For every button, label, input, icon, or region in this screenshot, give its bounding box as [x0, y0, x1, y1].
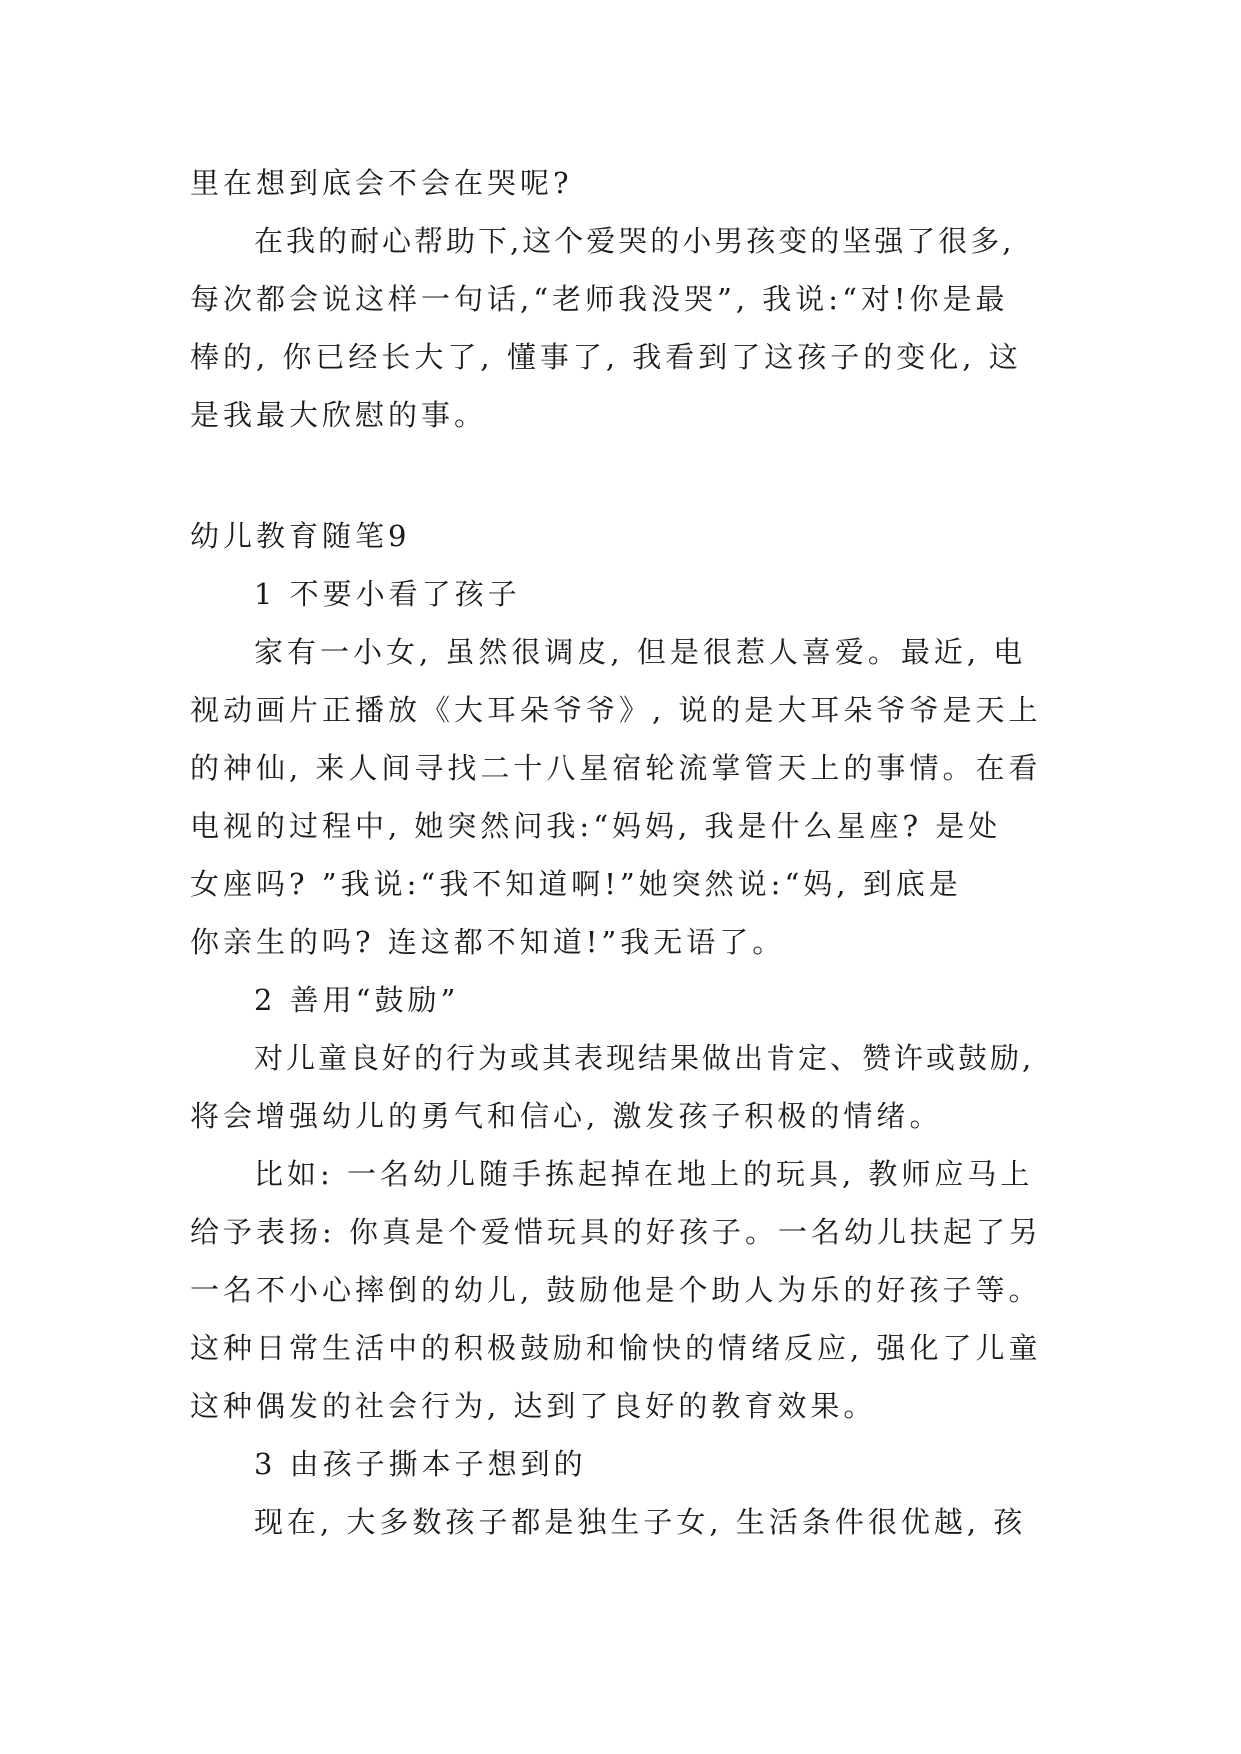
paragraph-line: 的神仙, 来人间寻找二十八星宿轮流掌管天上的事情。在看	[190, 751, 1042, 785]
subheading: 2 善用“鼓励”	[254, 983, 460, 1017]
paragraph-line: 这种偶发的社会行为, 达到了良好的教育效果。	[190, 1389, 877, 1423]
paragraph-line: 在我的耐心帮助下,这个爱哭的小男孩变的坚强了很多,	[254, 224, 1015, 258]
paragraph-line: 一名不小心摔倒的幼儿, 鼓励他是个助人为乐的好孩子等。	[190, 1273, 1042, 1307]
section-heading: 幼儿教育随笔9	[190, 519, 411, 553]
paragraph-line: 现在, 大多数孩子都是独生子女, 生活条件很优越, 孩	[254, 1505, 1027, 1539]
paragraph-line: 女座吗? ”我说:“我不知道啊!”她突然说:“妈, 到底是	[190, 867, 962, 901]
paragraph-line: 对儿童良好的行为或其表现结果做出肯定、赞许或鼓励,	[254, 1041, 1035, 1075]
subheading: 3 由孩子撕本子想到的	[254, 1447, 587, 1481]
paragraph-line: 每次都会说这样一句话,“老师我没哭”, 我说:“对!你是最	[190, 282, 1009, 316]
paragraph-line: 是我最大欣慰的事。	[190, 398, 488, 432]
paragraph-line: 里在想到底会不会在哭呢?	[190, 166, 573, 200]
paragraph-line: 将会增强幼儿的勇气和信心, 激发孩子积极的情绪。	[190, 1099, 943, 1133]
paragraph-line: 视动画片正播放《大耳朵爷爷》, 说的是大耳朵爷爷是天上	[190, 693, 1042, 727]
paragraph-line: 这种日常生活中的积极鼓励和愉快的情绪反应, 强化了儿童	[190, 1331, 1042, 1365]
paragraph-line: 电视的过程中, 她突然问我:“妈妈, 我是什么星座? 是处	[190, 809, 1002, 843]
paragraph-line: 棒的, 你已经长大了, 懂事了, 我看到了这孩子的变化, 这	[190, 340, 1022, 374]
paragraph-line: 你亲生的吗? 连这都不知道!”我无语了。	[190, 925, 786, 959]
paragraph-line: 给予表扬: 你真是个爱惜玩具的好孩子。一名幼儿扶起了另	[190, 1215, 1042, 1249]
paragraph-line: 比如: 一名幼儿随手拣起掉在地上的玩具, 教师应马上	[254, 1157, 1034, 1191]
paragraph-line: 家有一小女, 虽然很调皮, 但是很惹人喜爱。最近, 电	[254, 635, 1027, 669]
subheading: 1 不要小看了孩子	[254, 577, 521, 611]
